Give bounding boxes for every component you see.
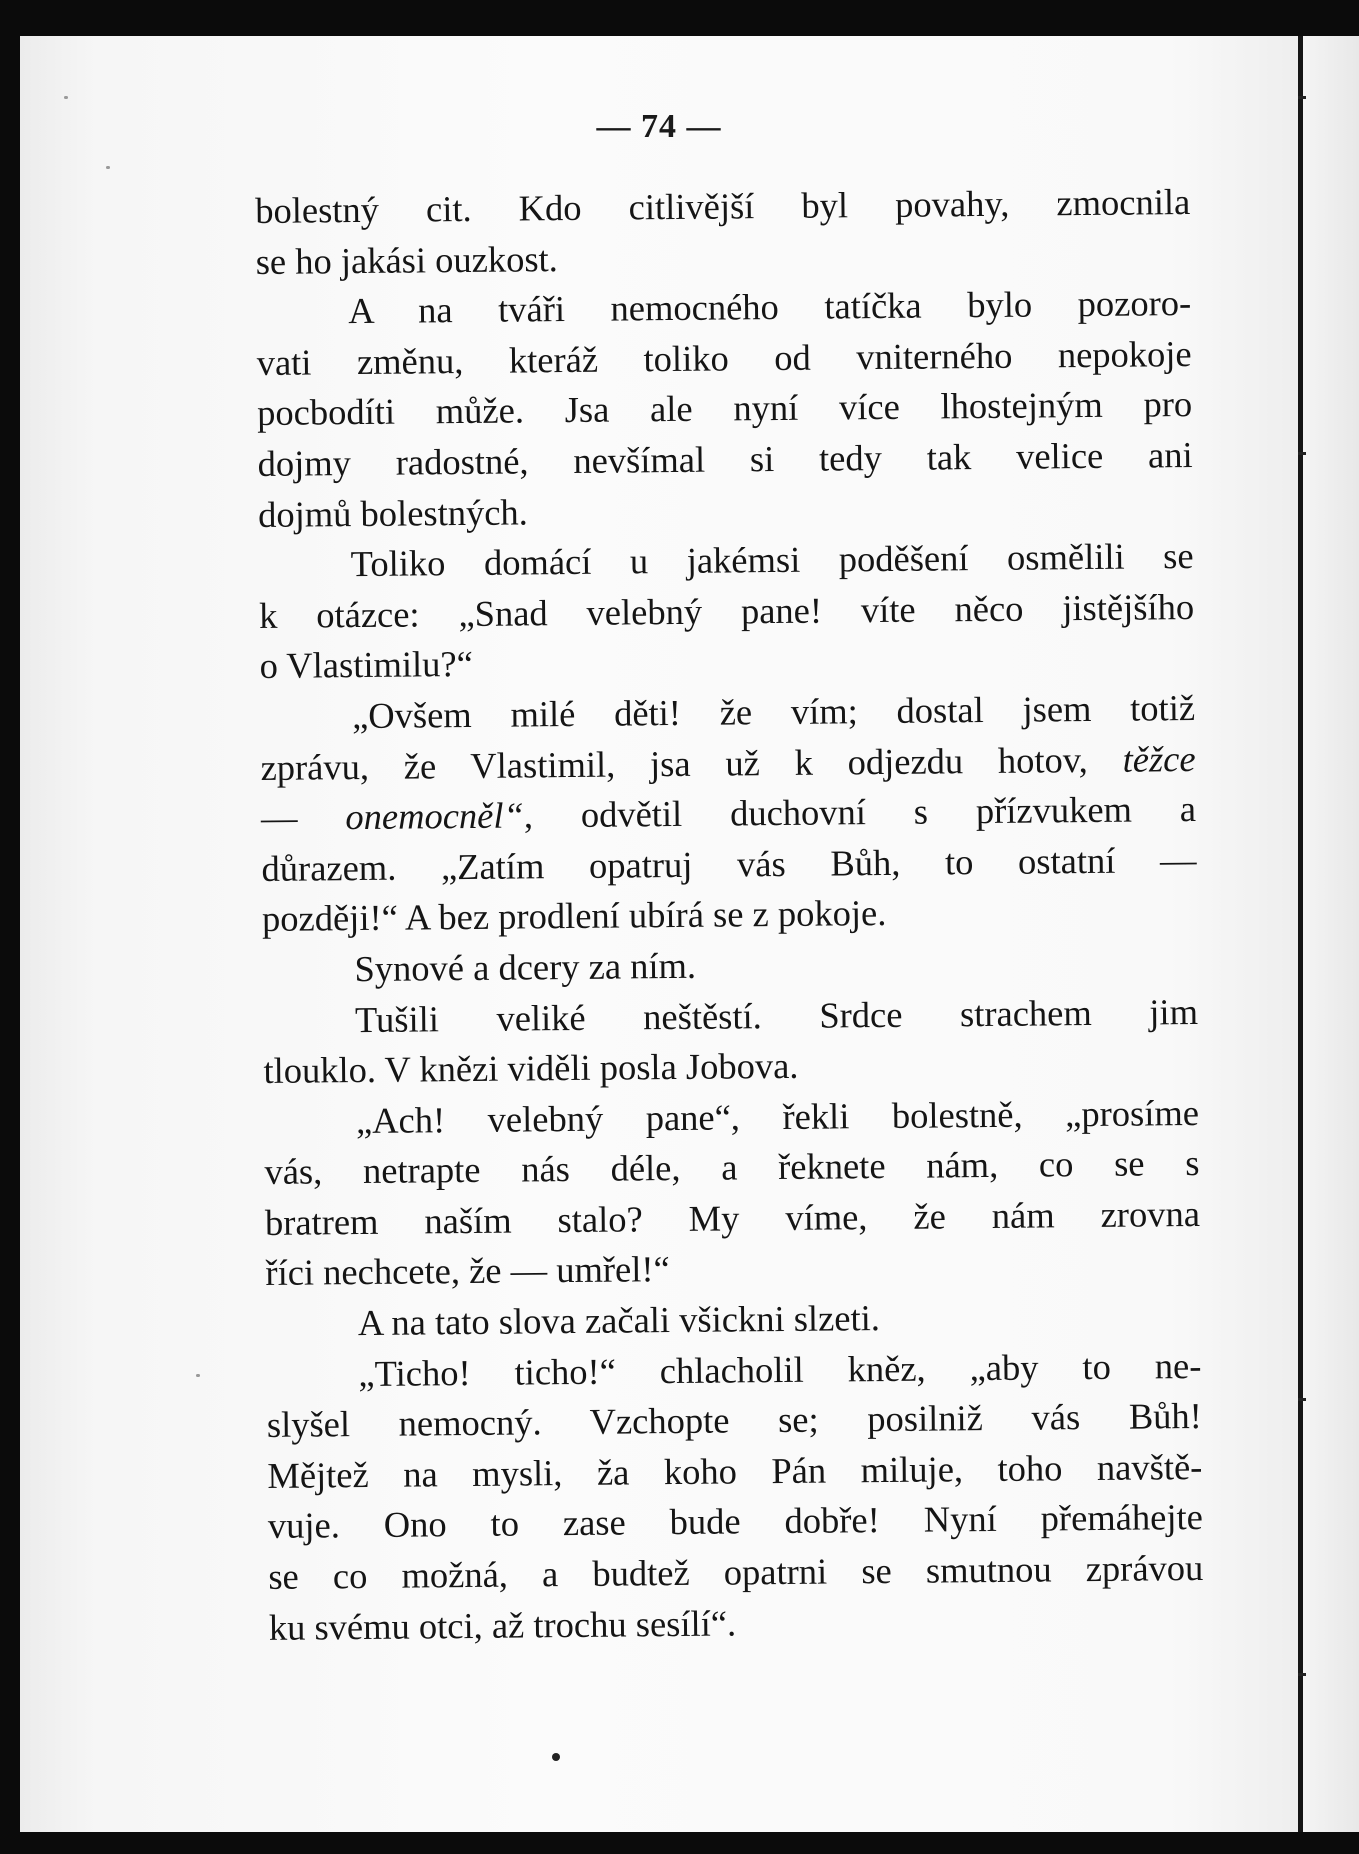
text-line: „Ovšem milé děti! že vím; dostal jsem totiž [351, 686, 1196, 737]
text-line: Toliko domácí u jakémsi poděšení osmělili se [350, 535, 1194, 585]
next-page-edge [1303, 36, 1359, 1832]
text-line: A na tváři nemocného tatíčka bylo pozoro- [348, 282, 1192, 332]
text-line: říci nechcete, že — umřel!“ [265, 1248, 670, 1294]
body-text [255, 177, 1204, 1653]
text-line: slyšel nemocný. Vzchopte se; posilniž vás Bůh! [266, 1395, 1203, 1446]
text-line: „Ach! velebný pane“, řekli bolestně, „prosíme [355, 1091, 1200, 1141]
text-line: vati změnu, kteráž toliko od vniterného nepokoje [256, 332, 1192, 383]
text-line: vuje. Ono to zase bude dobře! Nyní přemáhejte [267, 1496, 1204, 1547]
text-line: k otázce: „Snad velebný pane! víte něco jistějšího [258, 585, 1195, 636]
paper-speck [196, 1374, 200, 1377]
book-page [20, 36, 1298, 1832]
text-line [261, 784, 1196, 844]
italic-text: onemocněl“ [345, 794, 525, 838]
text-line: o Vlastimilu?“ [259, 643, 474, 687]
text-line: Synové a dcery za ním. [354, 944, 697, 989]
text-line: bolestný cit. Kdo citlivější byl povahy, zmocnila [255, 181, 1191, 231]
text-line: tlouklo. V knězi viděli posla Jobova. [263, 1044, 799, 1092]
text-line: vás, netrapte nás déle, a řeknete nám, co se s [264, 1142, 1200, 1193]
text-line: Mějtež na mysli, ža koho Pán miluje, toho navště- [267, 1445, 1203, 1496]
text-line [260, 734, 1195, 794]
italic-text: těžce [1122, 737, 1196, 780]
scan-border-bottom [0, 1832, 1359, 1854]
ink-dot [552, 1753, 560, 1761]
paper-speck [64, 96, 68, 99]
text-run: , odvětil duchovní s přízvukem a [523, 788, 1197, 836]
text-line: se co možná, a budtež opatrni se smutnou zprávou [268, 1546, 1204, 1597]
text-line: se ho jakási ouzkost. [255, 237, 558, 282]
text-line: A na tato slova začali všickni slzeti. [357, 1297, 881, 1344]
text-run: — [260, 796, 298, 839]
text-line: důrazem. „Zatím opatruj vás Bůh, to ostatní — [261, 838, 1197, 889]
paper-speck [106, 166, 110, 169]
page-number: — 74 — [596, 108, 722, 145]
text-line: dojmy radostné, nevšímal si tedy tak velice ani [257, 433, 1193, 484]
text-line: bratrem naším stalo? My víme, že nám zrovna [264, 1192, 1201, 1243]
text-line: dojmů bolestných. [257, 490, 529, 535]
text-run: zprávu, že Vlastimil, jsa už k odjezdu hotov, [260, 738, 1089, 788]
text-line: „Ticho! ticho!“ chlacholil kněz, „aby to ne- [358, 1344, 1202, 1394]
scan-border-left [0, 0, 20, 1854]
scan-border-top [0, 0, 1359, 36]
text-line: pocbodíti může. Jsa ale nyní více lhostejným pro [256, 383, 1193, 434]
text-line: Tušili veliké neštěstí. Srdce strachem jim [354, 990, 1199, 1040]
text-line: později!“ A bez prodlení ubírá se z pokoje. [261, 892, 887, 940]
text-line: ku svému otci, až trochu sesílí“. [268, 1602, 737, 1648]
